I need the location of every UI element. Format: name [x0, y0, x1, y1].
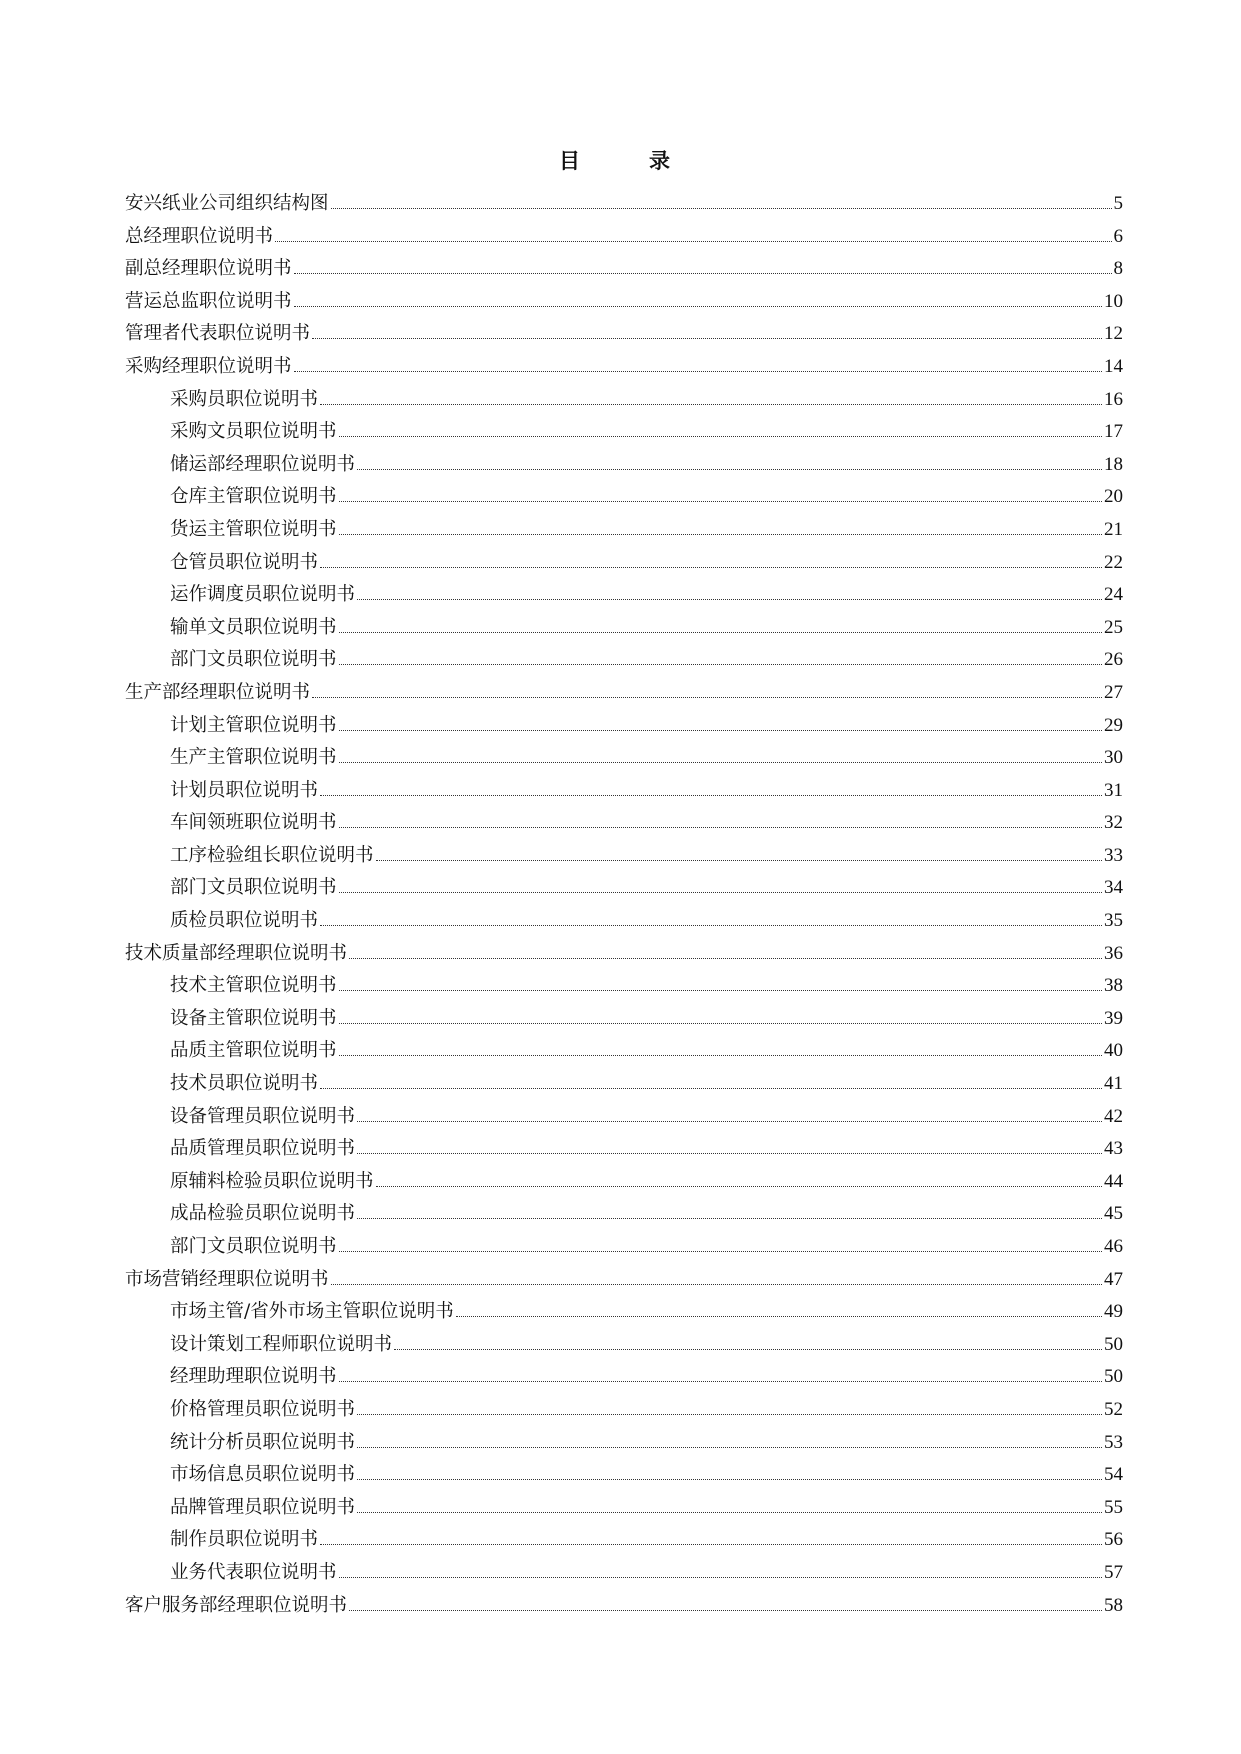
toc-entry-label: 客户服务部经理职位说明书	[125, 1594, 348, 1616]
toc-entry[interactable]	[125, 318, 1123, 351]
toc-entry-page-number: 56	[1104, 1529, 1123, 1551]
toc-entry[interactable]	[125, 547, 1123, 580]
toc-entry-label: 采购文员职位说明书	[170, 421, 337, 443]
toc-dot-leader	[357, 1414, 1102, 1415]
toc-entry[interactable]	[125, 1198, 1123, 1231]
toc-entry-label: 技术主管职位说明书	[170, 975, 337, 997]
toc-entry-label: 计划员职位说明书	[170, 779, 319, 801]
toc-entry[interactable]	[125, 221, 1123, 254]
toc-entry-page-number: 54	[1104, 1464, 1123, 1486]
toc-entry-page-number: 53	[1104, 1431, 1123, 1453]
toc-entry-page-number: 40	[1104, 1040, 1123, 1062]
toc-entry-page-number: 20	[1104, 486, 1123, 508]
toc-dot-leader	[357, 1153, 1102, 1154]
toc-entry-label: 部门文员职位说明书	[170, 877, 337, 899]
toc-dot-leader	[357, 1447, 1102, 1448]
toc-dot-leader	[339, 664, 1102, 665]
toc-entry-label: 设备管理员职位说明书	[170, 1105, 356, 1127]
toc-dot-leader	[339, 892, 1102, 893]
toc-dot-leader	[294, 371, 1102, 372]
toc-entry-label: 运作调度员职位说明书	[170, 584, 356, 606]
toc-dot-leader	[331, 1284, 1102, 1285]
toc-entry-page-number: 31	[1104, 779, 1123, 801]
toc-entry[interactable]	[125, 1590, 1123, 1623]
toc-entry-page-number: 34	[1104, 877, 1123, 899]
toc-entry[interactable]	[125, 872, 1123, 905]
toc-entry-label: 制作员职位说明书	[170, 1529, 319, 1551]
toc-entry[interactable]	[125, 416, 1123, 449]
toc-dot-leader	[456, 1316, 1102, 1317]
toc-dot-leader	[339, 501, 1102, 502]
toc-entry[interactable]	[125, 1003, 1123, 1036]
toc-entry-page-number: 5	[1113, 193, 1123, 214]
toc-dot-leader	[357, 1218, 1102, 1219]
toc-entry-page-number: 43	[1104, 1138, 1123, 1160]
toc-entry-label: 采购员职位说明书	[170, 388, 319, 410]
toc-entry-page-number: 22	[1104, 551, 1123, 573]
toc-entry-label: 管理者代表职位说明书	[125, 323, 311, 345]
toc-entry[interactable]	[125, 1524, 1123, 1557]
toc-entry-label: 部门文员职位说明书	[170, 1236, 337, 1257]
toc-entry-page-number: 24	[1104, 584, 1123, 606]
toc-entry-page-number: 29	[1104, 714, 1123, 736]
toc-entry-label: 价格管理员职位说明书	[170, 1398, 356, 1420]
toc-entry-label: 业务代表职位说明书	[170, 1561, 337, 1583]
toc-entry-page-number: 50	[1104, 1333, 1123, 1355]
toc-entry-label: 技术员职位说明书	[170, 1073, 319, 1095]
toc-dot-leader	[339, 1577, 1102, 1578]
toc-dot-leader	[294, 273, 1112, 274]
toc-dot-leader	[320, 1544, 1102, 1545]
toc-entry-label: 技术质量部经理职位说明书	[125, 942, 348, 964]
toc-entry-label: 营运总监职位说明书	[125, 290, 292, 312]
toc-entry-label: 车间领班职位说明书	[170, 812, 337, 834]
toc-entry-page-number: 45	[1104, 1203, 1123, 1225]
toc-entry-page-number: 30	[1104, 747, 1123, 769]
toc-entry[interactable]	[125, 905, 1123, 938]
toc-entry[interactable]	[125, 807, 1123, 840]
toc-entry-page-number: 42	[1104, 1105, 1123, 1127]
toc-entry[interactable]	[125, 1166, 1123, 1199]
toc-entry[interactable]	[125, 481, 1123, 514]
toc-entry-page-number: 6	[1113, 225, 1123, 247]
toc-entry[interactable]	[125, 1296, 1123, 1329]
toc-entry-label: 仓管员职位说明书	[170, 551, 319, 573]
toc-dot-leader	[357, 469, 1102, 470]
toc-entry-page-number: 46	[1104, 1236, 1123, 1257]
toc-entry-page-number: 18	[1104, 453, 1123, 475]
toc-entry[interactable]	[125, 612, 1123, 645]
toc-entry-page-number: 50	[1104, 1366, 1123, 1388]
toc-dot-leader	[357, 1512, 1102, 1513]
toc-entry[interactable]	[125, 1492, 1123, 1525]
toc-entry[interactable]	[125, 1231, 1123, 1264]
toc-entry[interactable]	[125, 253, 1123, 286]
toc-entry-label: 货运主管职位说明书	[170, 518, 337, 540]
toc-entry[interactable]	[125, 840, 1123, 873]
toc-dot-leader	[331, 208, 1112, 209]
toc-entry[interactable]	[125, 1035, 1123, 1068]
toc-entry-page-number: 57	[1104, 1561, 1123, 1583]
toc-dot-leader	[320, 1088, 1102, 1089]
toc-entry-label: 成品检验员职位说明书	[170, 1203, 356, 1225]
toc-dot-leader	[320, 795, 1102, 796]
toc-dot-leader	[275, 241, 1111, 242]
toc-entry[interactable]	[125, 775, 1123, 808]
toc-dot-leader	[312, 697, 1102, 698]
toc-entry-page-number: 26	[1104, 649, 1123, 671]
toc-entry-label: 统计分析员职位说明书	[170, 1431, 356, 1453]
toc-dot-leader	[376, 860, 1102, 861]
toc-dot-leader	[339, 632, 1102, 633]
toc-dot-leader	[357, 599, 1102, 600]
toc-entry-page-number: 32	[1104, 812, 1123, 834]
toc-entry-page-number: 49	[1104, 1301, 1123, 1323]
toc-entry[interactable]	[125, 1264, 1123, 1297]
toc-entry-label: 市场主管/省外市场主管职位说明书	[170, 1301, 454, 1323]
toc-entry[interactable]	[125, 970, 1123, 1003]
toc-entry-page-number: 47	[1104, 1268, 1123, 1290]
toc-entry-page-number: 36	[1104, 942, 1123, 964]
toc-entry[interactable]	[125, 1101, 1123, 1134]
toc-dot-leader	[339, 1251, 1102, 1252]
toc-entry[interactable]	[125, 351, 1123, 384]
toc-dot-leader	[349, 958, 1102, 959]
toc-entry-label: 总经理职位说明书	[125, 225, 274, 247]
toc-entry-label: 品质主管职位说明书	[170, 1040, 337, 1062]
toc-entry-label: 部门文员职位说明书	[170, 649, 337, 671]
toc-entry-label: 采购经理职位说明书	[125, 355, 292, 377]
toc-entry-page-number: 38	[1104, 975, 1123, 997]
toc-entry[interactable]	[125, 644, 1123, 677]
toc-entry-label: 输单文员职位说明书	[170, 616, 337, 638]
toc-entry-label: 原辅料检验员职位说明书	[170, 1170, 374, 1192]
toc-entry-label: 仓库主管职位说明书	[170, 486, 337, 508]
toc-entry-page-number: 58	[1104, 1594, 1123, 1616]
toc-entry-label: 设备主管职位说明书	[170, 1007, 337, 1029]
toc-entry[interactable]	[125, 384, 1123, 417]
toc-dot-leader	[339, 436, 1102, 437]
toc-dot-leader	[394, 1349, 1102, 1350]
toc-entry-page-number: 41	[1104, 1073, 1123, 1095]
toc-entry[interactable]	[125, 286, 1123, 319]
toc-entry-page-number: 55	[1104, 1496, 1123, 1518]
toc-dot-leader	[339, 534, 1102, 535]
toc-entry-page-number: 21	[1104, 518, 1123, 540]
toc-entry[interactable]	[125, 938, 1123, 971]
toc-entry-label: 设计策划工程师职位说明书	[170, 1333, 393, 1355]
toc-dot-leader	[294, 306, 1102, 307]
toc-entry-page-number: 12	[1104, 323, 1123, 345]
toc-entry-page-number: 27	[1104, 681, 1123, 703]
toc-entry-label: 副总经理职位说明书	[125, 258, 292, 280]
toc-entry-label: 市场信息员职位说明书	[170, 1464, 356, 1486]
toc-entry[interactable]	[125, 1133, 1123, 1166]
toc-entry-page-number: 16	[1104, 388, 1123, 410]
toc-dot-leader	[339, 1023, 1102, 1024]
toc-entry[interactable]	[125, 188, 1123, 221]
toc-dot-leader	[357, 1479, 1102, 1480]
toc-entry-label: 生产主管职位说明书	[170, 747, 337, 769]
toc-dot-leader	[339, 762, 1102, 763]
toc-entry[interactable]	[125, 514, 1123, 547]
toc-entry-label: 品牌管理员职位说明书	[170, 1496, 356, 1518]
toc-entry-page-number: 10	[1104, 290, 1123, 312]
toc-entry[interactable]	[125, 1068, 1123, 1101]
toc-entry[interactable]	[125, 742, 1123, 775]
toc-dot-leader	[339, 990, 1102, 991]
toc-title: 目 录	[559, 148, 694, 173]
toc-entry-label: 生产部经理职位说明书	[125, 681, 311, 703]
toc-entry[interactable]	[125, 1329, 1123, 1362]
toc-entry-label: 市场营销经理职位说明书	[125, 1268, 329, 1290]
toc-entry-page-number: 35	[1104, 910, 1123, 932]
toc-dot-leader	[339, 1055, 1102, 1056]
toc-entry-page-number: 14	[1104, 355, 1123, 377]
toc-entry[interactable]	[125, 1394, 1123, 1427]
toc-dot-leader	[320, 925, 1102, 926]
toc-dot-leader	[339, 827, 1102, 828]
toc-dot-leader	[320, 404, 1102, 405]
toc-dot-leader	[312, 338, 1102, 339]
toc-dot-leader	[349, 1610, 1102, 1611]
toc-entry[interactable]	[125, 1361, 1123, 1394]
toc-entry[interactable]	[125, 1427, 1123, 1460]
toc-entry-page-number: 25	[1104, 616, 1123, 638]
toc-entry-label: 计划主管职位说明书	[170, 714, 337, 736]
toc-list	[125, 188, 1123, 1622]
toc-entry[interactable]	[125, 449, 1123, 482]
toc-entry-page-number: 33	[1104, 844, 1123, 866]
toc-entry-label: 经理助理职位说明书	[170, 1366, 337, 1388]
toc-entry[interactable]	[125, 1557, 1123, 1590]
toc-entry[interactable]	[125, 1459, 1123, 1492]
toc-entry-label: 安兴纸业公司组织结构图	[125, 193, 329, 214]
toc-entry-label: 储运部经理职位说明书	[170, 453, 356, 475]
toc-entry-label: 工序检验组长职位说明书	[170, 844, 374, 866]
toc-entry[interactable]	[125, 579, 1123, 612]
toc-dot-leader	[339, 730, 1102, 731]
toc-dot-leader	[376, 1186, 1102, 1187]
toc-entry-page-number: 8	[1113, 258, 1123, 280]
toc-dot-leader	[320, 567, 1102, 568]
toc-entry-label: 品质管理员职位说明书	[170, 1138, 356, 1160]
toc-entry-label: 质检员职位说明书	[170, 910, 319, 932]
toc-entry-page-number: 44	[1104, 1170, 1123, 1192]
toc-entry-page-number: 52	[1104, 1398, 1123, 1420]
toc-dot-leader	[339, 1381, 1102, 1382]
toc-entry-page-number: 17	[1104, 421, 1123, 443]
toc-entry-page-number: 39	[1104, 1007, 1123, 1029]
toc-entry[interactable]	[125, 710, 1123, 743]
toc-entry[interactable]	[125, 677, 1123, 710]
toc-dot-leader	[357, 1121, 1102, 1122]
